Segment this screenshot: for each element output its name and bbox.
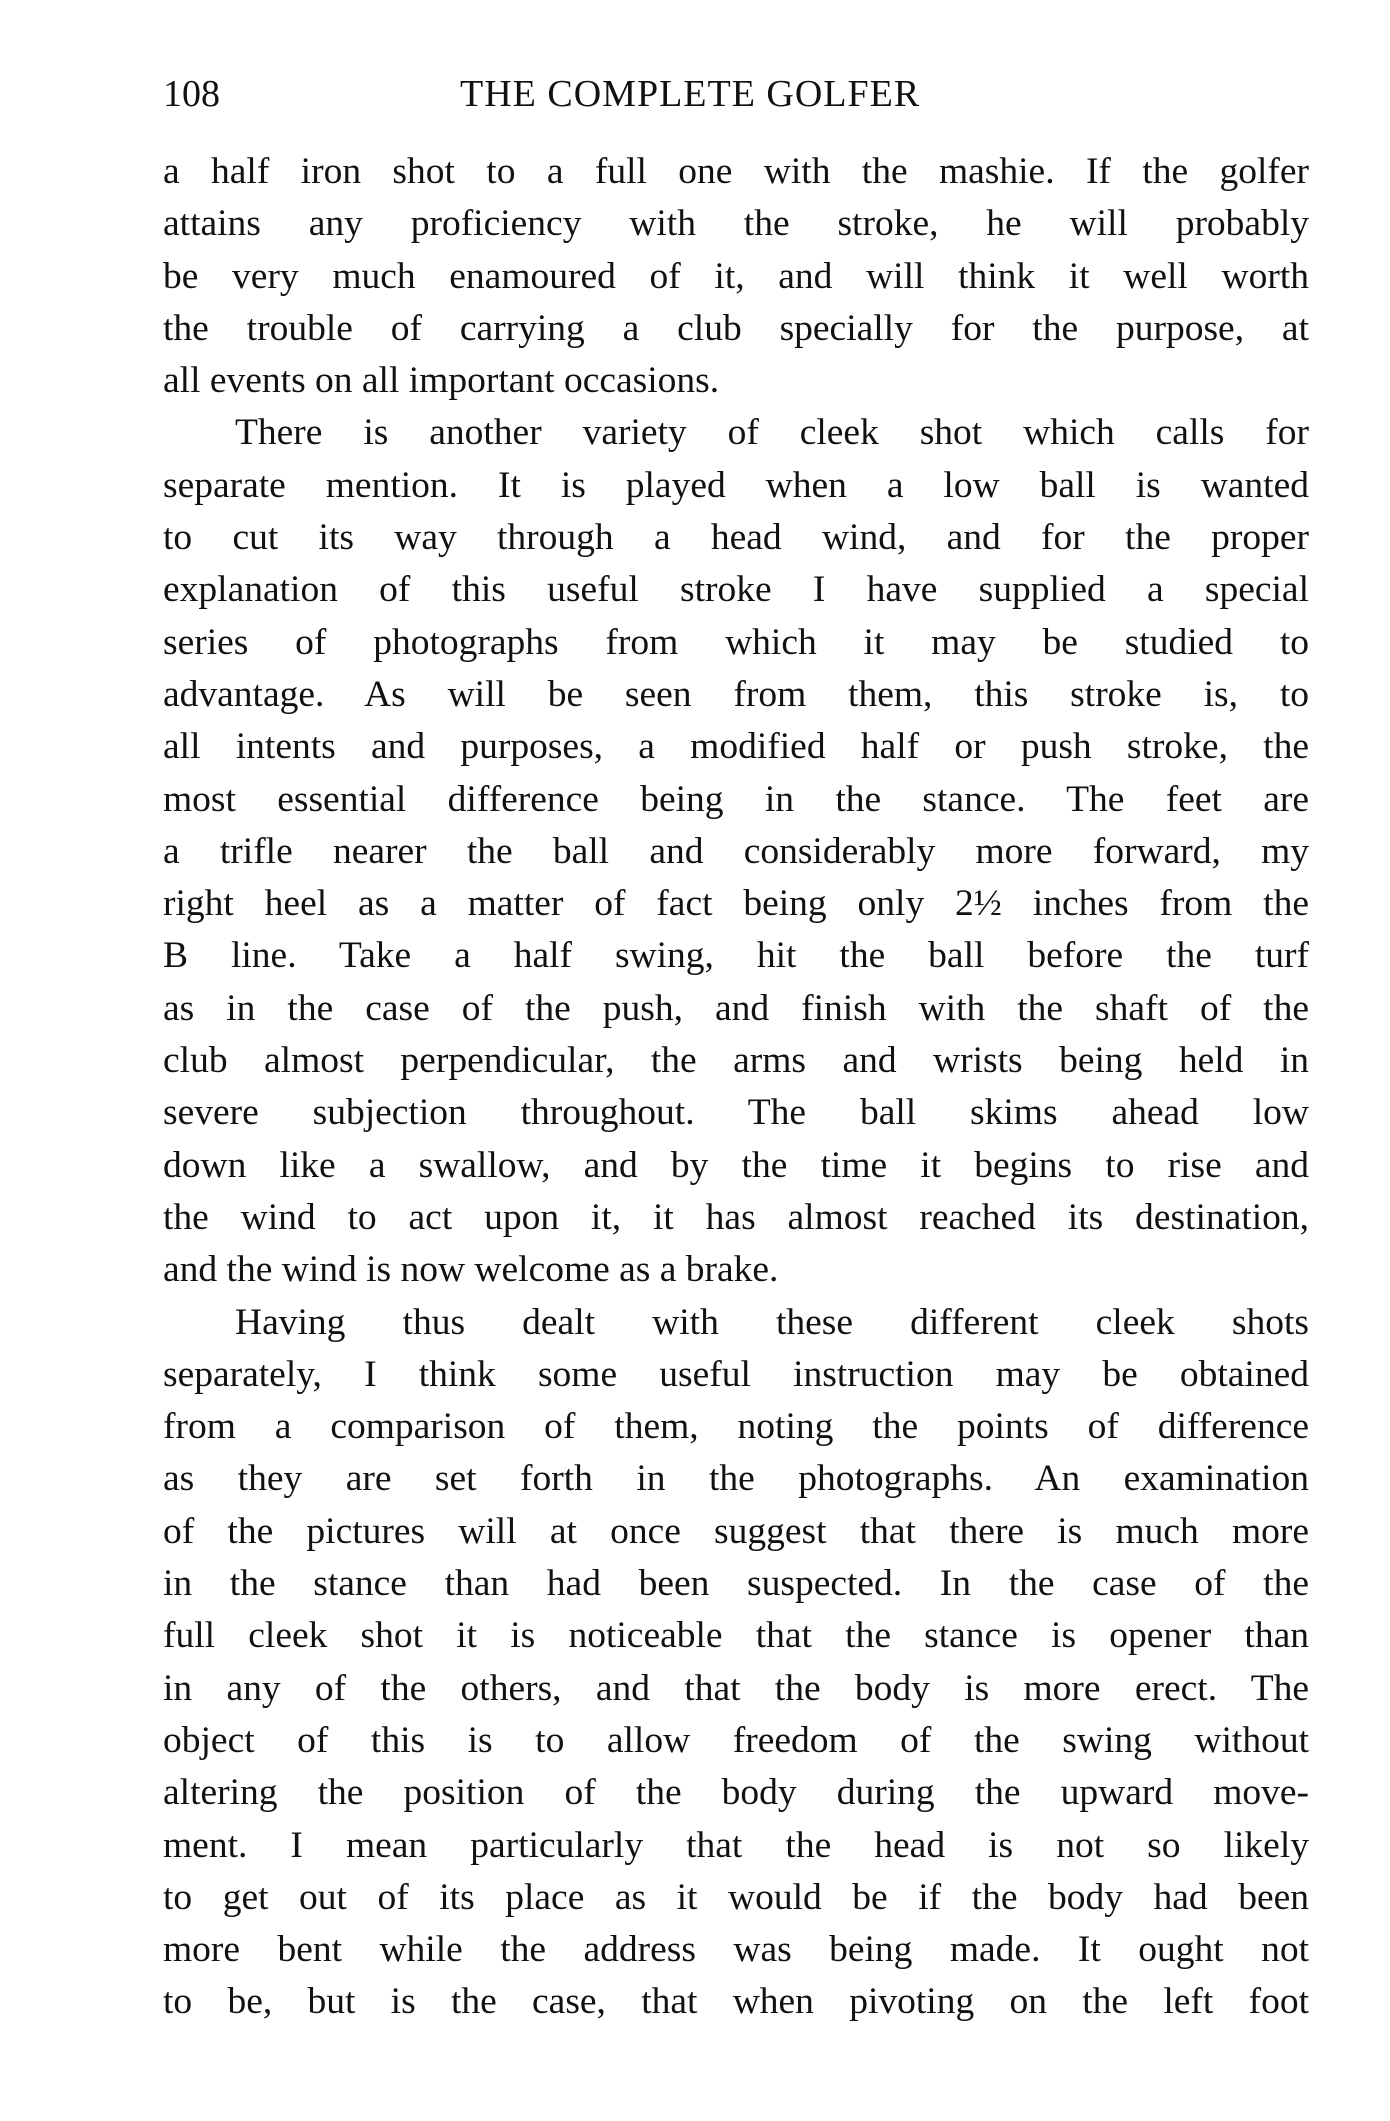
- text-line: down like a swallow, and by the time it begins to rise and: [163, 1144, 1309, 1186]
- text-line: separate mention. It is played when a low ball is wanted: [163, 464, 1309, 506]
- body-text: [163, 146, 1309, 2029]
- text-line: as in the case of the push, and finish with the shaft of the: [163, 987, 1309, 1029]
- text-line: most essential difference being in the stance. The feet are: [163, 778, 1309, 820]
- text-line: series of photographs from which it may be studied to: [163, 621, 1309, 663]
- text-line: a trifle nearer the ball and considerably more forward, my: [163, 830, 1309, 872]
- running-title: THE COMPLETE GOLFER: [460, 73, 921, 115]
- text-line: full cleek shot it is noticeable that the stance is opener than: [163, 1615, 1309, 1657]
- text-line: There is another variety of cleek shot which calls for: [235, 412, 1309, 454]
- text-line: explanation of this useful stroke I have supplied a special: [163, 569, 1309, 611]
- text-line: more bent while the address was being made. It ought not: [163, 1929, 1309, 1971]
- text-line: attains any proficiency with the stroke, he will probably: [163, 203, 1309, 245]
- text-line: and the wind is now welcome as a brake.: [163, 1249, 779, 1291]
- text-line: object of this is to allow freedom of the swing without: [163, 1719, 1309, 1761]
- text-line: the wind to act upon it, it has almost reached its destination,: [163, 1196, 1309, 1238]
- text-line: B line. Take a half swing, hit the ball before the turf: [163, 935, 1309, 977]
- text-line: all events on all important occasions.: [163, 360, 720, 402]
- text-line: Having thus dealt with these different cleek shots: [235, 1301, 1309, 1343]
- text-line: advantage. As will be seen from them, this stroke is, to: [163, 673, 1309, 715]
- text-line: to get out of its place as it would be if the body had been: [163, 1876, 1309, 1918]
- text-line: to be, but is the case, that when pivoting on the left foot: [163, 1981, 1309, 2023]
- text-line: separately, I think some useful instruction may be obtained: [163, 1353, 1309, 1395]
- text-line: the trouble of carrying a club specially for the purpose, at: [163, 307, 1309, 349]
- text-line: a half iron shot to a full one with the mashie. If the golfer: [163, 151, 1309, 192]
- text-line: club almost perpendicular, the arms and wrists being held in: [163, 1040, 1309, 1082]
- page-number: 108: [163, 73, 220, 115]
- text-line: right heel as a matter of fact being only 2½ inches from the: [163, 883, 1309, 925]
- page-header: [163, 72, 1043, 122]
- text-line: severe subjection throughout. The ball skims ahead low: [163, 1092, 1309, 1134]
- text-line: all intents and purposes, a modified half or push stroke, the: [163, 726, 1309, 768]
- text-line: to cut its way through a head wind, and for the proper: [163, 517, 1309, 559]
- text-line: altering the position of the body during the upward move-: [163, 1772, 1309, 1814]
- text-line: in any of the others, and that the body is more erect. The: [163, 1667, 1309, 1709]
- text-line: as they are set forth in the photographs. An examination: [163, 1458, 1309, 1500]
- text-line: in the stance than had been suspected. In the case of the: [163, 1563, 1309, 1605]
- text-line: of the pictures will at once suggest that there is much more: [163, 1510, 1309, 1552]
- text-line: ment. I mean particularly that the head is not so likely: [163, 1824, 1309, 1866]
- text-line: be very much enamoured of it, and will think it well worth: [163, 255, 1309, 297]
- text-line: from a comparison of them, noting the points of difference: [163, 1406, 1309, 1448]
